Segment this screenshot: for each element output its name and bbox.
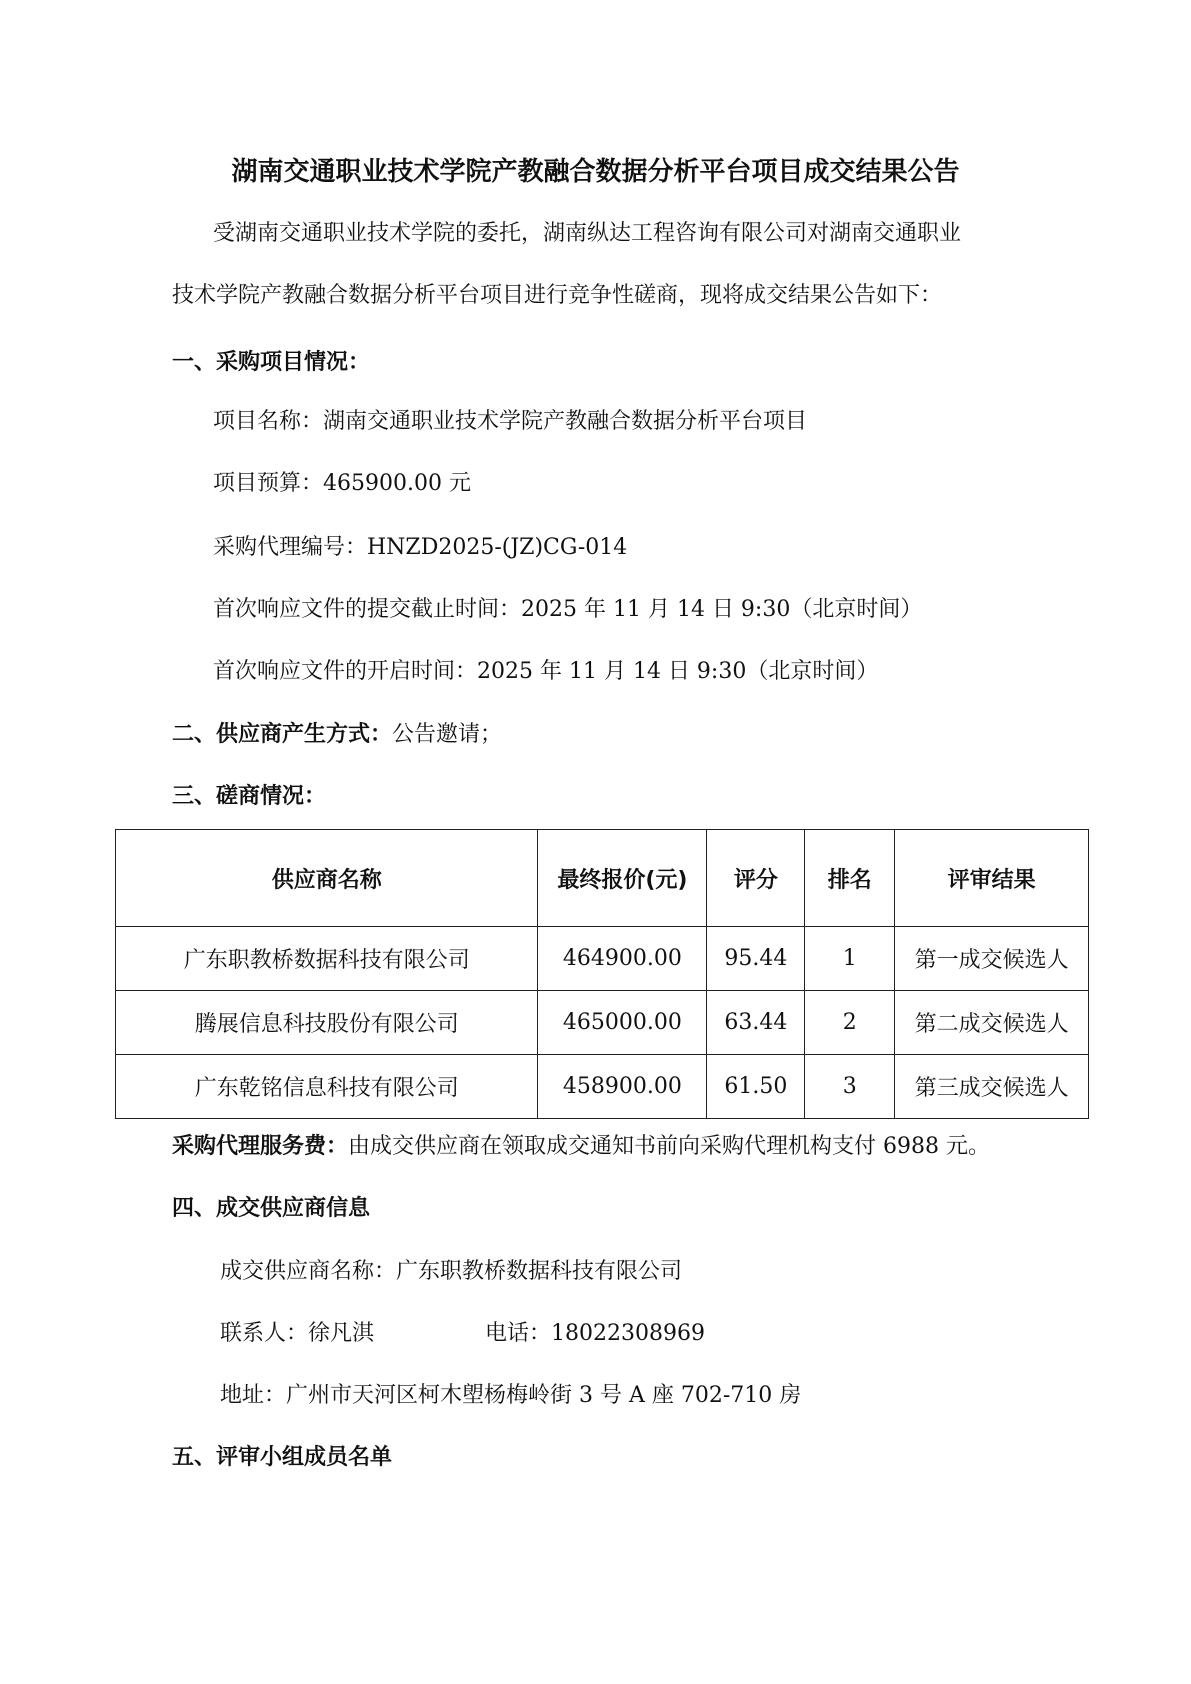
agency-number: 采购代理编号：HNZD2025-(JZ)CG-014 xyxy=(213,535,628,560)
intro-line-1: 受湖南交通职业技术学院的委托，湖南纵达工程咨询有限公司对湖南交通职业 xyxy=(213,221,962,246)
project-budget: 项目预算：465900.00 元 xyxy=(213,471,471,496)
header-price: 最终报价(元) xyxy=(538,830,707,927)
cell-price: 464900.00 xyxy=(538,927,707,991)
header-rank: 排名 xyxy=(805,830,895,927)
agency-fee-text: 由成交供应商在领取成交通知书前向采购代理机构支付 6988 元。 xyxy=(348,1134,990,1159)
section-5-heading: 五、评审小组成员名单 xyxy=(172,1445,393,1470)
section-1-heading: 一、采购项目情况： xyxy=(172,350,371,375)
cell-score: 63.44 xyxy=(707,991,805,1055)
table-header-row xyxy=(116,830,1089,927)
cell-rank: 3 xyxy=(805,1055,895,1119)
header-score: 评分 xyxy=(707,830,805,927)
winning-supplier: 成交供应商名称：广东职教桥数据科技有限公司 xyxy=(220,1259,683,1284)
cell-rank: 2 xyxy=(805,991,895,1055)
submission-deadline: 首次响应文件的提交截止时间：2025 年 11 月 14 日 9:30（北京时间） xyxy=(213,597,923,622)
cell-rank: 1 xyxy=(805,927,895,991)
contact-phone: 电话：18022308969 xyxy=(485,1321,705,1346)
intro-line-2: 技术学院产教融合数据分析平台项目进行竞争性磋商，现将成交结果公告如下： xyxy=(172,283,943,308)
project-name: 项目名称：湖南交通职业技术学院产教融合数据分析平台项目 xyxy=(213,409,808,434)
section-2 xyxy=(172,720,502,750)
section-4-heading: 四、成交供应商信息 xyxy=(172,1196,371,1221)
contact-person: 联系人：徐凡淇 xyxy=(220,1321,375,1346)
cell-supplier: 广东职教桥数据科技有限公司 xyxy=(116,927,538,991)
cell-price: 458900.00 xyxy=(538,1055,707,1119)
cell-result: 第二成交候选人 xyxy=(895,991,1089,1055)
cell-score: 95.44 xyxy=(707,927,805,991)
agency-fee xyxy=(172,1132,990,1162)
supplier-address: 地址：广州市天河区柯木塱杨梅岭街 3 号 A 座 702-710 房 xyxy=(220,1383,802,1408)
page-title: 湖南交通职业技术学院产教融合数据分析平台项目成交结果公告 xyxy=(231,157,960,187)
table-row xyxy=(116,927,1089,991)
cell-result: 第三成交候选人 xyxy=(895,1055,1089,1119)
cell-price: 465000.00 xyxy=(538,991,707,1055)
cell-supplier: 广东乾铭信息科技有限公司 xyxy=(116,1055,538,1119)
header-result: 评审结果 xyxy=(895,830,1089,927)
section-3-heading: 三、磋商情况： xyxy=(172,784,327,809)
agency-fee-label: 采购代理服务费： xyxy=(172,1134,349,1159)
cell-result: 第一成交候选人 xyxy=(895,927,1089,991)
section-2-value: 公告邀请； xyxy=(392,722,503,747)
header-supplier: 供应商名称 xyxy=(116,830,538,927)
opening-time: 首次响应文件的开启时间：2025 年 11 月 14 日 9:30（北京时间） xyxy=(213,659,879,684)
cell-supplier: 腾展信息科技股份有限公司 xyxy=(116,991,538,1055)
cell-score: 61.50 xyxy=(707,1055,805,1119)
section-2-heading: 二、供应商产生方式： xyxy=(172,722,393,747)
table-row xyxy=(116,991,1089,1055)
negotiation-table xyxy=(115,829,1089,1119)
table-row xyxy=(116,1055,1089,1119)
